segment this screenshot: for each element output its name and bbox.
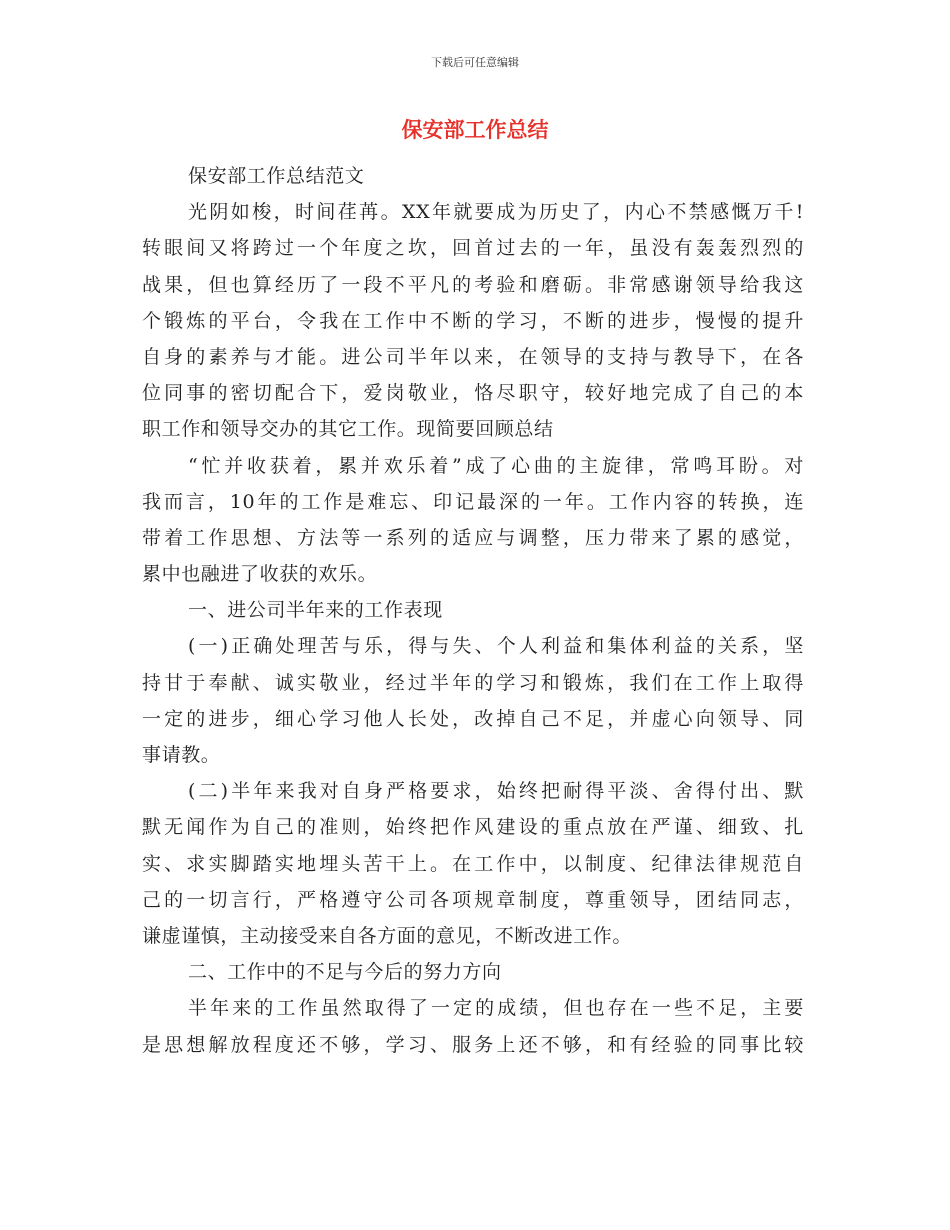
body-line: 默无闻作为自己的准则，始终把作风建设的重点放在严谨、细致、扎: [142, 816, 804, 839]
body-line: 是思想解放程度还不够，学习、服务上还不够，和有经验的同事比较: [142, 1033, 804, 1056]
header-note: 下载后可任意编辑: [431, 56, 519, 69]
body-line: 带着工作思想、方法等一系列的适应与调整，压力带来了累的感觉，: [142, 526, 804, 549]
body-line: 我而言，10年的工作是难忘、印记最深的一年。工作内容的转换，连: [142, 490, 804, 513]
document-body: [142, 158, 804, 1063]
body-line: 谦虚谨慎，主动接受来自各方面的意见，不断改进工作。: [142, 924, 633, 947]
body-line: 持甘于奉献、诚实敬业，经过半年的学习和锻炼，我们在工作上取得: [142, 671, 804, 694]
body-line: 事请教。: [142, 744, 221, 766]
body-line: 位同事的密切配合下，爱岗敬业，恪尽职守，较好地完成了自己的本: [142, 382, 804, 405]
document-title: 保安部工作总结: [401, 118, 549, 142]
body-line: 半年来的工作虽然取得了一定的成绩，但也存在一些不足，主要: [188, 997, 804, 1020]
body-line: 保安部工作总结范文: [188, 165, 365, 187]
body-line: (二)半年来我对自身严格要求，始终把耐得平淡、舍得付出、默: [188, 780, 804, 803]
body-line: 光阴如梭，时间荏苒。XX年就要成为历史了，内心不禁感慨万千!: [188, 201, 804, 224]
body-line: 自身的素养与才能。进公司半年以来，在领导的支持与教导下，在各: [142, 345, 804, 368]
body-line: 实、求实脚踏实地埋头苦干上。在工作中，以制度、纪律法律规范自: [142, 852, 804, 875]
body-line: (一)正确处理苦与乐，得与失、个人利益和集体利益的关系，坚: [188, 635, 804, 658]
body-line: 累中也融进了收获的欢乐。: [142, 563, 378, 586]
body-line: 个锻炼的平台，令我在工作中不断的学习，不断的进步，慢慢的提升: [142, 309, 804, 332]
body-line: “忙并收获着，累并欢乐着”成了心曲的主旋律，常鸣耳盼。对: [188, 454, 804, 477]
body-line: 转眼间又将跨过一个年度之坎，回首过去的一年，虽没有轰轰烈烈的: [142, 237, 804, 260]
body-line: 一定的进步，细心学习他人长处，改掉自己不足，并虚心向领导、同: [142, 707, 804, 730]
body-line: 二、工作中的不足与今后的努力方向: [188, 961, 502, 984]
body-line: 己的一切言行，严格遵守公司各项规章制度，尊重领导，团结同志，: [142, 888, 804, 911]
body-line: 职工作和领导交办的其它工作。现简要回顾总结: [142, 418, 554, 441]
body-line: 战果，但也算经历了一段不平凡的考验和磨砺。非常感谢领导给我这: [142, 273, 804, 296]
body-line: 一、进公司半年来的工作表现: [188, 599, 443, 622]
